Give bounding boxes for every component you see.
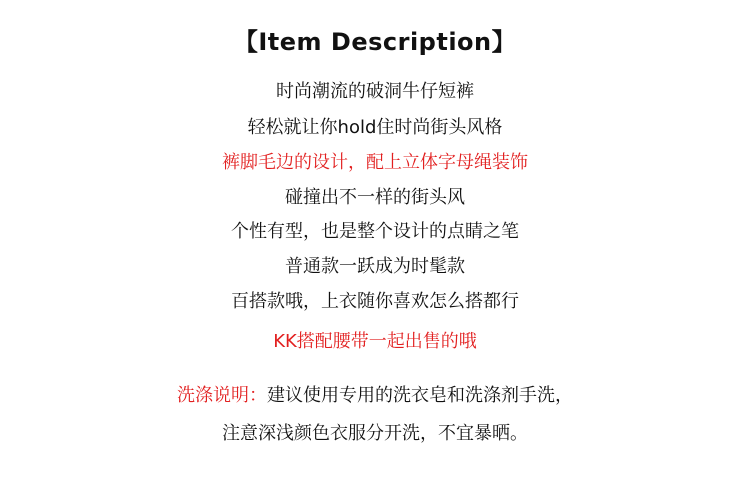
washing-text-1: 建议使用专用的洗衣皂和洗涤剂手洗， <box>267 385 573 406</box>
description-line-8-highlight: KK搭配腰带一起出售的哦 <box>273 331 477 352</box>
description-line-6: 普通款一跃成为时髦款 <box>285 256 465 277</box>
description-line-2: 轻松就让你hold住时尚街头风格 <box>247 117 503 138</box>
description-line-1: 时尚潮流的破洞牛仔短裤 <box>276 81 474 102</box>
washing-label: 洗涤说明： <box>177 385 267 406</box>
washing-instructions-line-1 <box>0 381 750 407</box>
description-line-4: 碰撞出不一样的街头风 <box>285 187 465 208</box>
washing-instructions-line-2: 注意深浅颜色衣服分开洗，不宜暴晒。 <box>222 423 528 444</box>
section-heading: 【Item Description】 <box>233 28 517 56</box>
description-line-5: 个性有型，也是整个设计的点睛之笔 <box>231 221 519 242</box>
description-line-7: 百搭款哦，上衣随你喜欢怎么搭都行 <box>231 291 519 312</box>
description-line-3-highlight: 裤脚毛边的设计，配上立体字母绳装饰 <box>222 152 528 173</box>
